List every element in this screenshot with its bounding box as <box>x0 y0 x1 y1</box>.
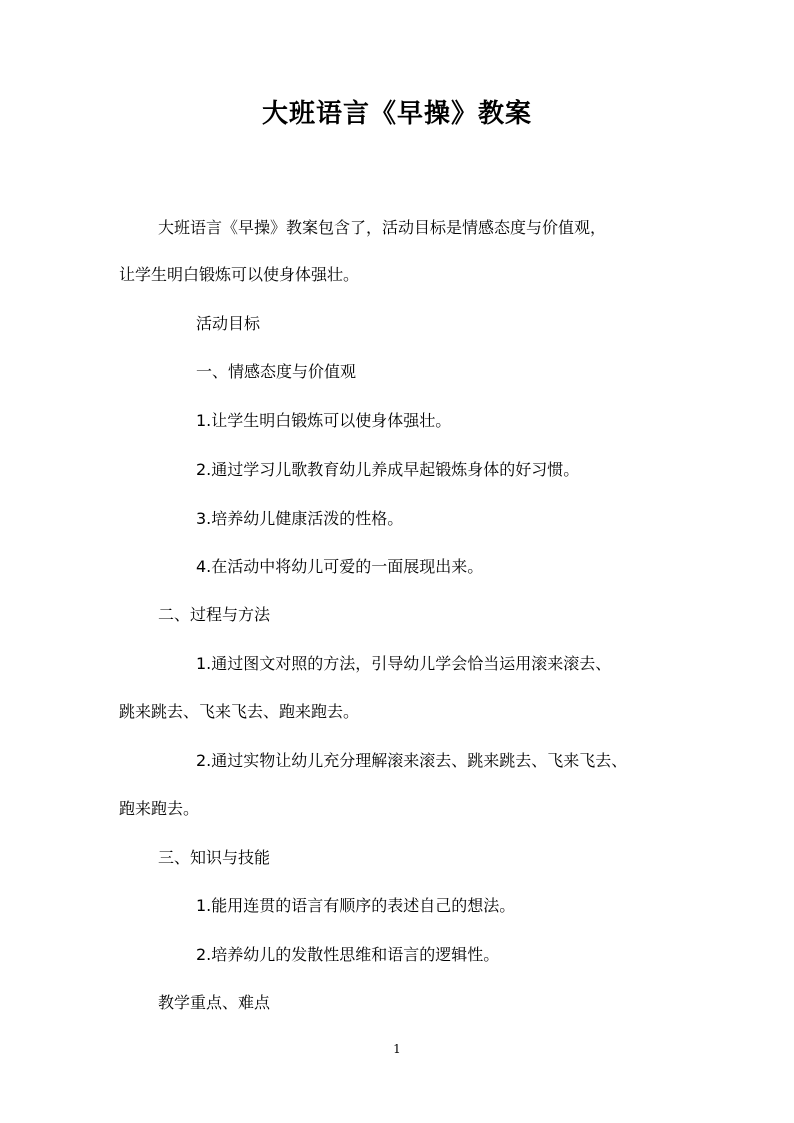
intro-line-1: 大班语言《早操》教案包含了，活动目标是情感态度与价值观， <box>158 218 607 237</box>
list-item: 4.在活动中将幼儿可爱的一面展现出来。 <box>196 557 484 576</box>
subsection-heading-2: 二、过程与方法 <box>158 605 271 624</box>
list-item: 1.能用连贯的语言有顺序的表述自己的想法。 <box>196 896 516 915</box>
list-item: 2.通过实物让幼儿充分理解滚来滚去、跳来跳去、飞来飞去、 <box>196 751 628 770</box>
list-item: 2.培养幼儿的发散性思维和语言的逻辑性。 <box>196 945 500 964</box>
section-heading-key-points: 教学重点、难点 <box>158 993 271 1012</box>
subsection-heading-1: 一、情感态度与价值观 <box>196 362 357 381</box>
intro-line-2: 让学生明白锻炼可以使身体强壮。 <box>119 265 360 284</box>
list-item-continuation: 跳来跳去、飞来飞去、跑来跑去。 <box>119 702 360 721</box>
page-number: 1 <box>393 1042 401 1056</box>
list-item: 1.通过图文对照的方法，引导幼儿学会恰当运用滚来滚去、 <box>196 654 612 673</box>
list-item: 3.培养幼儿健康活泼的性格。 <box>196 509 404 528</box>
list-item-continuation: 跑来跑去。 <box>119 799 200 818</box>
subsection-heading-3: 三、知识与技能 <box>158 848 271 867</box>
list-item: 2.通过学习儿歌教育幼儿养成早起锻炼身体的好习惯。 <box>196 460 580 479</box>
list-item: 1.让学生明白锻炼可以使身体强壮。 <box>196 411 452 430</box>
page-title: 大班语言《早操》教案 <box>261 99 532 129</box>
section-heading-objectives: 活动目标 <box>196 314 261 333</box>
